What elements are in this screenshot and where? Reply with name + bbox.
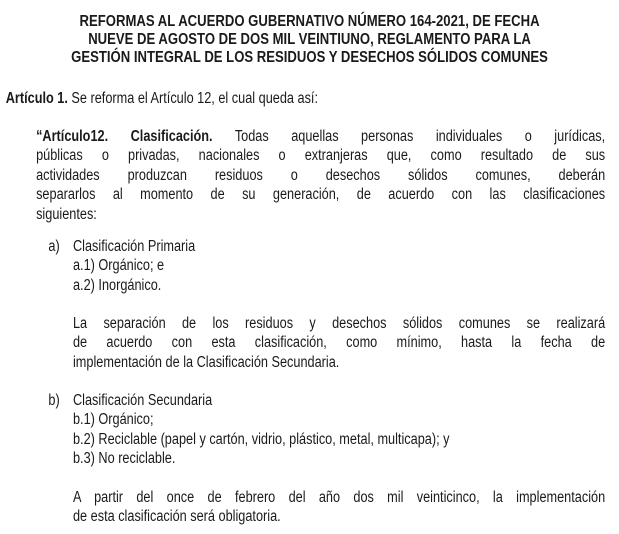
article-12-label: “Artículo12. Clasificación. xyxy=(36,128,213,145)
paragraph-line: públicas o privadas, nacionales o extranjeras que, como resultado de sus xyxy=(36,147,606,165)
secondary-note xyxy=(73,488,605,527)
paragraph-line: actividades produzcan residuos o desechos sólidos comunes, deberán xyxy=(36,166,606,184)
paragraph-line: La separación de los residuos y desechos sólidos comunes se realizará xyxy=(72,315,606,332)
list-item: b.3) No reciclable. xyxy=(72,450,176,468)
paragraph-line: implementación de la Clasificación Secundaria. xyxy=(72,353,340,371)
paragraph-line: de esta clasificación será obligatoria. xyxy=(72,508,281,526)
title-line: GESTIÓN INTEGRAL DE LOS RESIDUOS Y DESECHOS SÓLIDOS COMUNES xyxy=(71,49,548,66)
article-1-text: Se reforma el Artículo 12, el cual queda así: xyxy=(67,90,319,107)
secondary-classification xyxy=(73,391,450,469)
title-line: REFORMAS AL ACUERDO GUBERNATIVO NÚMERO 164-2021, DE FECHA xyxy=(79,13,540,30)
paragraph-line: siguientes: xyxy=(36,205,97,223)
paragraph-line: de acuerdo con esta clasificación, como mínimo, hasta la fecha de xyxy=(72,334,606,352)
paragraph-line: separarlos al momento de su generación, de acuerdo con las clasificaciones xyxy=(36,186,606,204)
article-1-label: Artículo 1. xyxy=(5,90,68,107)
paragraph-line: A partir del once de febrero del año dos mil veinticinco, la implementación xyxy=(72,489,606,506)
secondary-heading: Clasificación Secundaria xyxy=(72,392,213,409)
list-item: a.2) Inorgánico. xyxy=(72,276,162,294)
primary-heading: Clasificación Primaria xyxy=(72,238,196,255)
list-item: b.2) Reciclable (papel y cartón, vidrio, plástico, metal, multicapa); y xyxy=(72,430,450,448)
primary-marker: a) xyxy=(48,238,60,255)
primary-classification xyxy=(73,237,195,295)
list-item: a.1) Orgánico; e xyxy=(72,257,165,275)
title-line: NUEVE DE AGOSTO DE DOS MIL VEINTIUNO, REGLAMENTO PARA LA xyxy=(88,31,531,48)
article-1 xyxy=(6,89,318,108)
document-title xyxy=(0,13,619,67)
primary-note xyxy=(73,314,605,372)
paragraph-line: Todas aquellas personas individuales o jurídicas, xyxy=(212,128,606,145)
list-item: b.1) Orgánico; xyxy=(72,411,154,429)
article-12-paragraph xyxy=(36,127,605,224)
secondary-marker: b) xyxy=(48,392,60,409)
